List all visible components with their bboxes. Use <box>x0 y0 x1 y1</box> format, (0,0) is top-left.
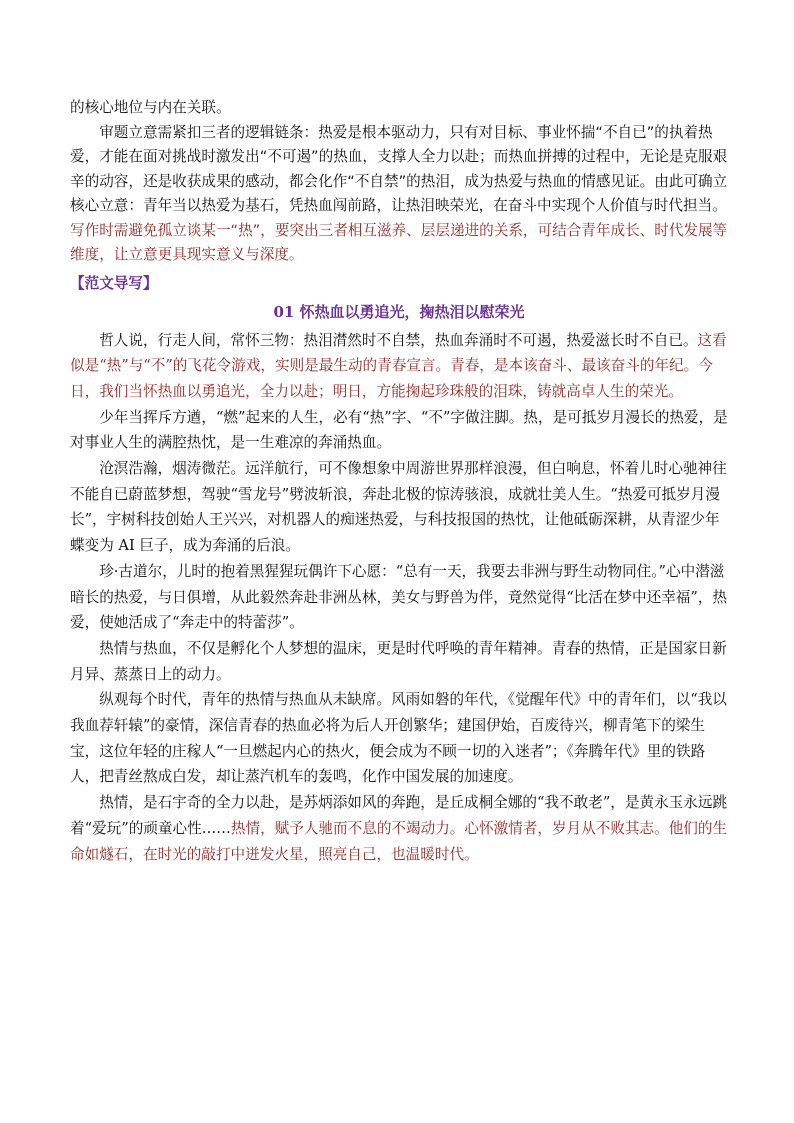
essay-paragraph-5: 热情与热血，不仅是孵化个人梦想的温床，更是时代呼唤的青年精神。青春的热情，正是国家日新月异、蒸蒸日上的动力。 <box>70 639 727 683</box>
essay-paragraph-1 <box>70 328 728 405</box>
essay-paragraph-4: 珍·古道尔，儿时的抱着黑猩猩玩偶许下心愿：“总有一天，我要去非洲与野生动物同住。”心中潜滋暗长的热爱，与日俱增，从此毅然奔赴非洲丛林，美女与野兽为伴，竟然觉得“比活在梦中还幸福”，热爱，使她活成了“奔走中的特蕾莎”。 <box>70 562 728 632</box>
essay-p7-highlight: 热情，赋予人驰而不息的不竭动力。心怀激情者，岁月从不败其志。他们的生命如燧石，在时光的敲打中迸发火星，照亮自己，也温暖时代。 <box>70 819 728 863</box>
essay-paragraph-2: 少年当挥斥方遒，“燃”起来的人生，必有“热”字、“不”字做注脚。热，是可抵岁月漫长的热爱，是对事业人生的满腔热忱，是一生难凉的奔涌热血。 <box>70 408 728 452</box>
essay-paragraph-7 <box>70 790 728 867</box>
essay-p1-plain: 哲人说，行走人间，常怀三物：热泪潸然时不自禁，热血奔涌时不可遏，热爱滋长时不自已。 <box>99 331 698 349</box>
essay-paragraph-3: 沧溟浩瀚，烟涛微茫。远洋航行，可不像想象中周游世界那样浪漫，但白响息，怀着儿时心驰神往不能自已蔚蓝梦想，驾驶“雪龙号”劈波斩浪，奔赴北极的惊涛骇浪，成就壮美人生。“热爱可抵岁月漫长”，宇树科技创始人王兴兴，对机器人的痴迷热爱，与科技报国的热忱，让他砥砺深耕，从青涩少年蝶变为 AI 巨子，成为奔涌的后浪。 <box>70 460 727 555</box>
document-page <box>70 96 728 867</box>
intro-paragraph-tail: 的核心地位与内在关联。 <box>70 99 231 116</box>
essay-title: 01 怀热血以勇追光，掬热泪以慰荣光 <box>273 302 525 321</box>
essay-p1-highlight: 这看似是“热”与“不”的飞花令游戏，实则是最生动的青春宣言。青春，是本该奋斗、最该奋斗的年纪。今日，我们当怀热血以勇追光，全力以赴；明日，方能掬起珍珠般的泪珠，铸就高卓人生的荣光。 <box>70 331 727 400</box>
essay-p7-plain: 热情，是石宇奇的全力以赴，是苏炳添如风的奔跑，是丘成桐全娜的“我不敢老”，是黄永玉永远跳着“爱玩”的顽童心性…… <box>70 794 728 837</box>
essay-paragraph-6: 纵观每个时代，青年的热情与热血从未缺席。风雨如磐的年代，《觉醒年代》中的青年们，以“我以我血荐轩辕”的豪情，深信青春的热血必将为后人开创繁华；建国伊始，百废待兴，柳青笔下的梁生宝，这位年轻的庄稼人“一旦燃起内心的热火，便会成为不顾一切的入迷者”；《奔腾年代》里的铁路人，把青丝熬成白发，却让蒸汽机车的轰鸣，化作中国发展的加速度。 <box>70 691 727 786</box>
intro-paragraph-analysis <box>70 121 728 268</box>
analysis-text: 审题立意需紧扣三者的逻辑链条：热爱是根本驱动力，只有对目标、事业怀揣“不自已”的执着热爱，才能在面对挑战时激发出“不可遏”的热血，支撑人全力以赴；而热血拼搏的过程中，无论是克服艰辛的动容，还是收获成果的感动，都会化作“不自禁”的热泪，成为热爱与热血的情感见证。由此可确立核心立意：青年当以热爱为基石，凭热血闯前路，让热泪映荣光，在奋斗中实现个人价值与时代担当。 <box>70 123 728 214</box>
writing-tip-text: 写作时需避免孤立谈某一“热”，要突出三者相互滋养、层层递进的关系，可结合青年成长、时代发展等维度，让立意更具现实意义与深度。 <box>70 221 728 263</box>
section-heading: 【范文导写】 <box>70 274 158 292</box>
